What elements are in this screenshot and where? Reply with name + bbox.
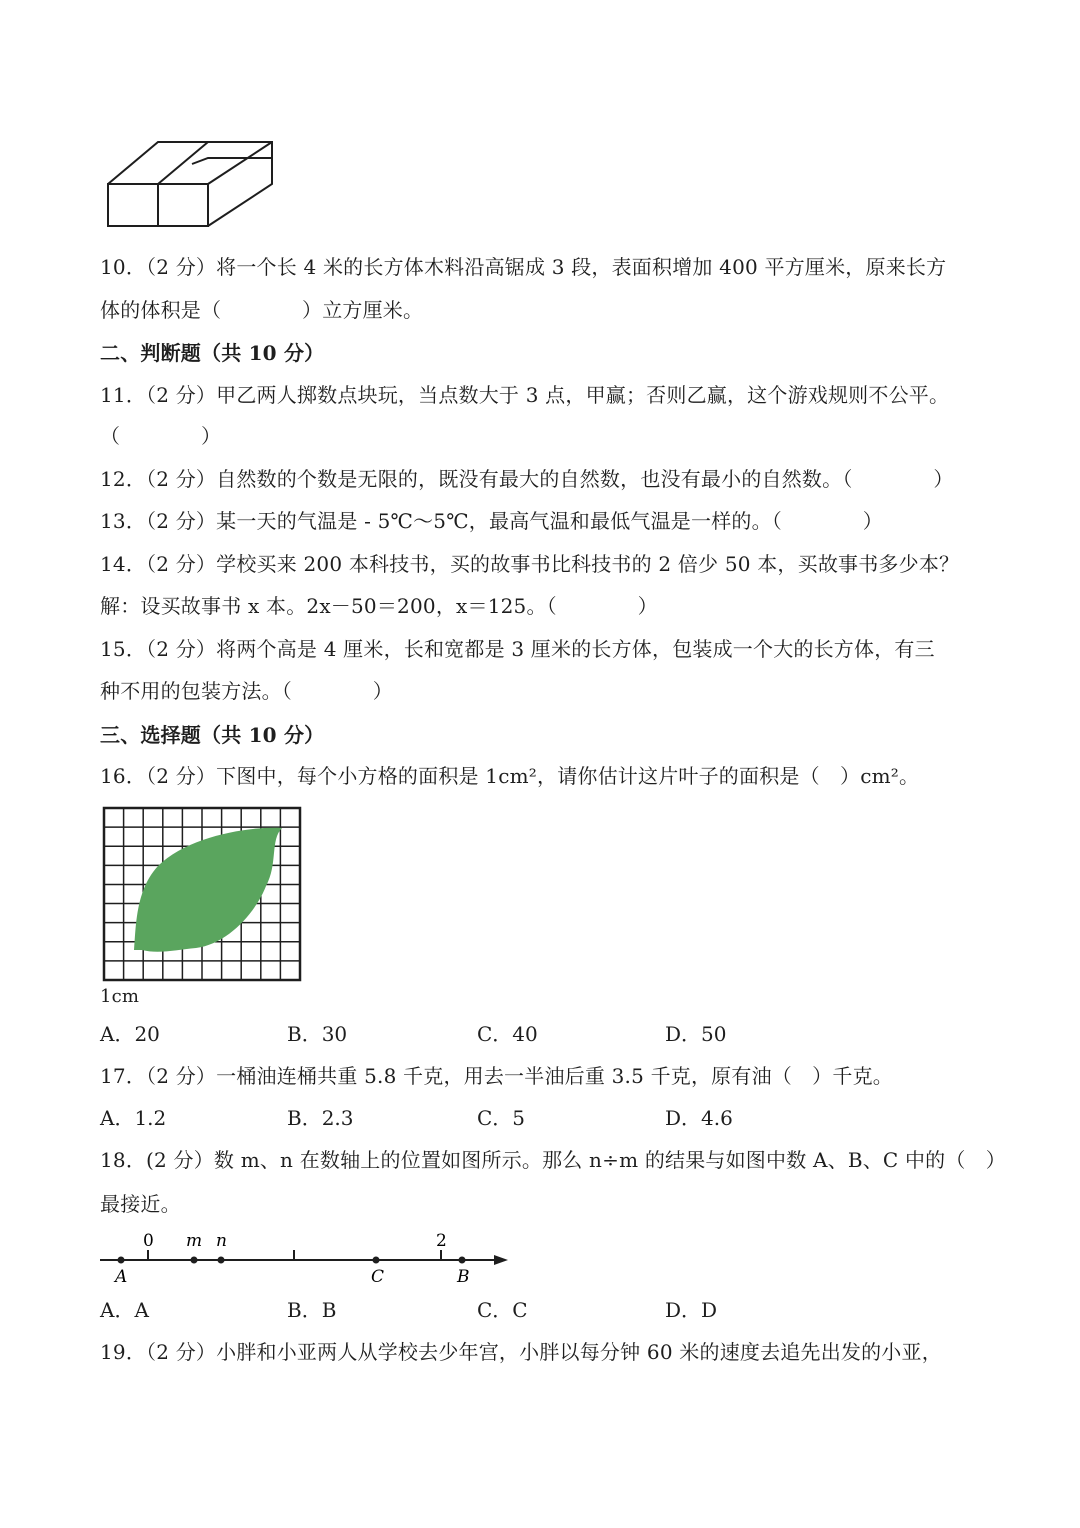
point-n <box>218 1257 225 1264</box>
q11-line2: （ ） <box>100 424 222 448</box>
q13-line1: 13．（2 分）某一天的气温是 - 5℃～5℃，最高气温和最低气温是一样的。（ ） <box>100 509 883 533</box>
q15-line2: 种不用的包装方法。（ ） <box>100 679 393 703</box>
grid-unit-label: 1cm <box>100 986 140 1007</box>
tick-label-0: 0 <box>143 1231 154 1251</box>
q14-line2: 解：设买故事书 x 本。2x－50＝200，x＝125。（ ） <box>100 594 658 618</box>
q12-line1: 12．（2 分）自然数的个数是无限的，既没有最大的自然数，也没有最小的自然数。（ ） <box>100 467 954 491</box>
q17-option-c[interactable]: C．5 <box>477 1106 526 1130</box>
q16-option-d[interactable]: D．50 <box>665 1022 727 1046</box>
q11-line1: 11．（2 分）甲乙两人掷数点块玩，当点数大于 3 点，甲赢；否则乙赢，这个游戏规则不公平。 <box>100 383 950 407</box>
q17-option-b[interactable]: B．2.3 <box>287 1106 354 1130</box>
q18-line1: 18．(2 分）数 m、n 在数轴上的位置如图所示。那么 n÷m 的结果与如图中数 A、B、C 中的（ ） <box>100 1148 1006 1172</box>
point-label-a: A <box>115 1267 128 1287</box>
q16-option-a[interactable]: A．20 <box>100 1022 160 1046</box>
q16-option-c[interactable]: C．40 <box>477 1022 538 1046</box>
point-m <box>191 1257 198 1264</box>
axis-arrow-icon <box>494 1255 508 1265</box>
q18-line2: 最接近。 <box>100 1192 181 1216</box>
section2-title: 二、判断题（共 10 分） <box>100 341 325 365</box>
point-a <box>118 1257 125 1264</box>
q15-line1: 15．（2 分）将两个高是 4 厘米，长和宽都是 3 厘米的长方体，包装成一个大的长方体，有三 <box>100 637 935 661</box>
q17-option-d[interactable]: D．4.6 <box>665 1106 733 1130</box>
point-label-c: C <box>371 1267 385 1287</box>
section3-title: 三、选择题（共 10 分） <box>100 723 325 747</box>
q18-option-a[interactable]: A．A <box>100 1298 149 1322</box>
q10-line1: 10．（2 分）将一个长 4 米的长方体木料沿高锯成 3 段，表面积增加 400 平方厘米，原来长方 <box>100 255 947 279</box>
cuboid-figure <box>100 136 280 236</box>
q18-option-d[interactable]: D．D <box>665 1298 718 1322</box>
q16-line1: 16．（2 分）下图中，每个小方格的面积是 1cm²，请你估计这片叶子的面积是（ ）cm²。 <box>100 764 920 788</box>
tick-label-2: 2 <box>436 1231 447 1251</box>
point-label-m: m <box>186 1231 203 1251</box>
q18-option-c[interactable]: C．C <box>477 1298 528 1322</box>
q18-option-b[interactable]: B．B <box>287 1298 337 1322</box>
point-c <box>373 1257 380 1264</box>
point-b <box>459 1257 466 1264</box>
point-label-b: B <box>457 1267 470 1287</box>
number-line-figure <box>96 1228 516 1288</box>
q16-option-b[interactable]: B．30 <box>287 1022 348 1046</box>
q19-line1: 19．（2 分）小胖和小亚两人从学校去少年宫，小胖以每分钟 60 米的速度去追先出发的小亚， <box>100 1340 942 1364</box>
q14-line1: 14．（2 分）学校买来 200 本科技书，买的故事书比科技书的 2 倍少 50 本，买故事书多少本？ <box>100 552 960 576</box>
q10-line2: 体的体积是（ ）立方厘米。 <box>100 298 424 322</box>
leaf-grid-figure <box>100 804 310 986</box>
point-label-n: n <box>216 1231 227 1251</box>
q17-option-a[interactable]: A．1.2 <box>100 1106 167 1130</box>
q17-line1: 17．（2 分）一桶油连桶共重 5.8 千克，用去一半油后重 3.5 千克，原有油（ ）千克。 <box>100 1064 893 1088</box>
